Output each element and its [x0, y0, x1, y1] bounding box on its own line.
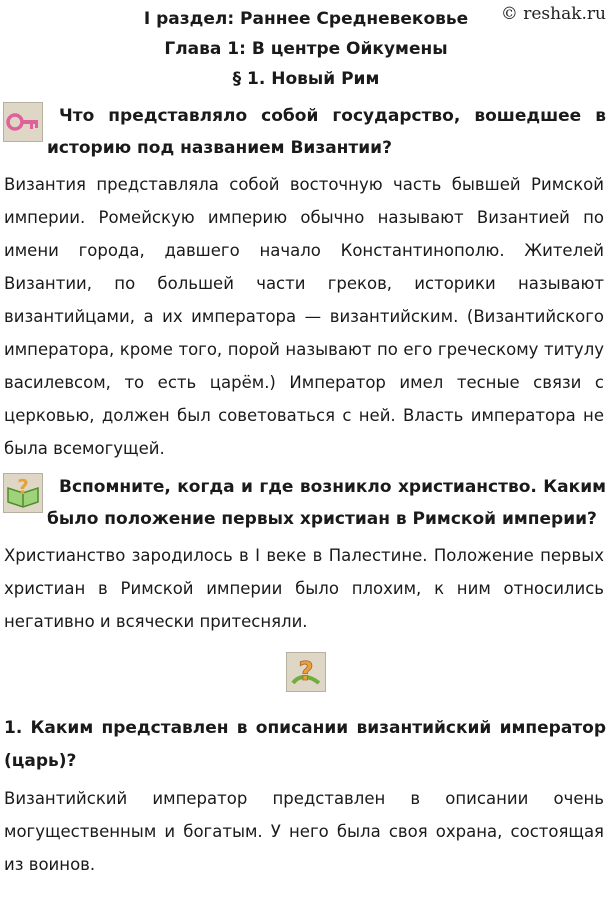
key-icon: [3, 102, 43, 142]
answer-1-text: Византия представляла собой восточную часть бывшей Римской империи. Ромейскую империю обычно называют Византией по имени города, давшего начало Константинополю. Жителей Византии, по большей части греков, историки называют византийцами, а их императора — византийским. (Византийского императора, кроме того, порой называют по его греческому титулу василевсом, то есть царём.) Император имел тесные связи с церковью, должен был советоваться с ней. Власть императора не была всемогущей.: [4, 175, 604, 458]
answer-3-text: Византийский император представлен в описании очень могущественным и богатым. У него была своя охрана, состоящая из воинов.: [4, 789, 604, 874]
question-block-2: [0, 471, 612, 535]
svg-text:?: ?: [298, 657, 314, 687]
question-1-text: Что представляло собой государство, вошедшее в историю под названием Византии?: [47, 106, 606, 158]
exercises-marker: [0, 652, 612, 692]
question-mark-icon: [286, 652, 326, 692]
section-title: I раздел: Раннее Средневековье: [143, 9, 469, 29]
svg-text:?: ?: [17, 475, 29, 499]
book-question-icon: [3, 473, 43, 513]
question-block-1: [0, 100, 612, 164]
paragraph-title: § 1. Новый Рим: [232, 69, 380, 89]
answer-2-text: Христианство зародилось в I веке в Палестине. Положение первых христиан в Римской империи было плохим, к ним относились негативно и всячески притесняли.: [4, 546, 604, 631]
watermark: © reshak.ru: [500, 4, 606, 24]
question-3-text: 1. Каким представлен в описании византийский император (царь)?: [4, 718, 606, 771]
question-2-text: Вспомните, когда и где возникло христианство. Каким было положение первых христиан в Римской империи?: [47, 477, 606, 529]
chapter-title: Глава 1: В центре Ойкумены: [164, 39, 448, 59]
